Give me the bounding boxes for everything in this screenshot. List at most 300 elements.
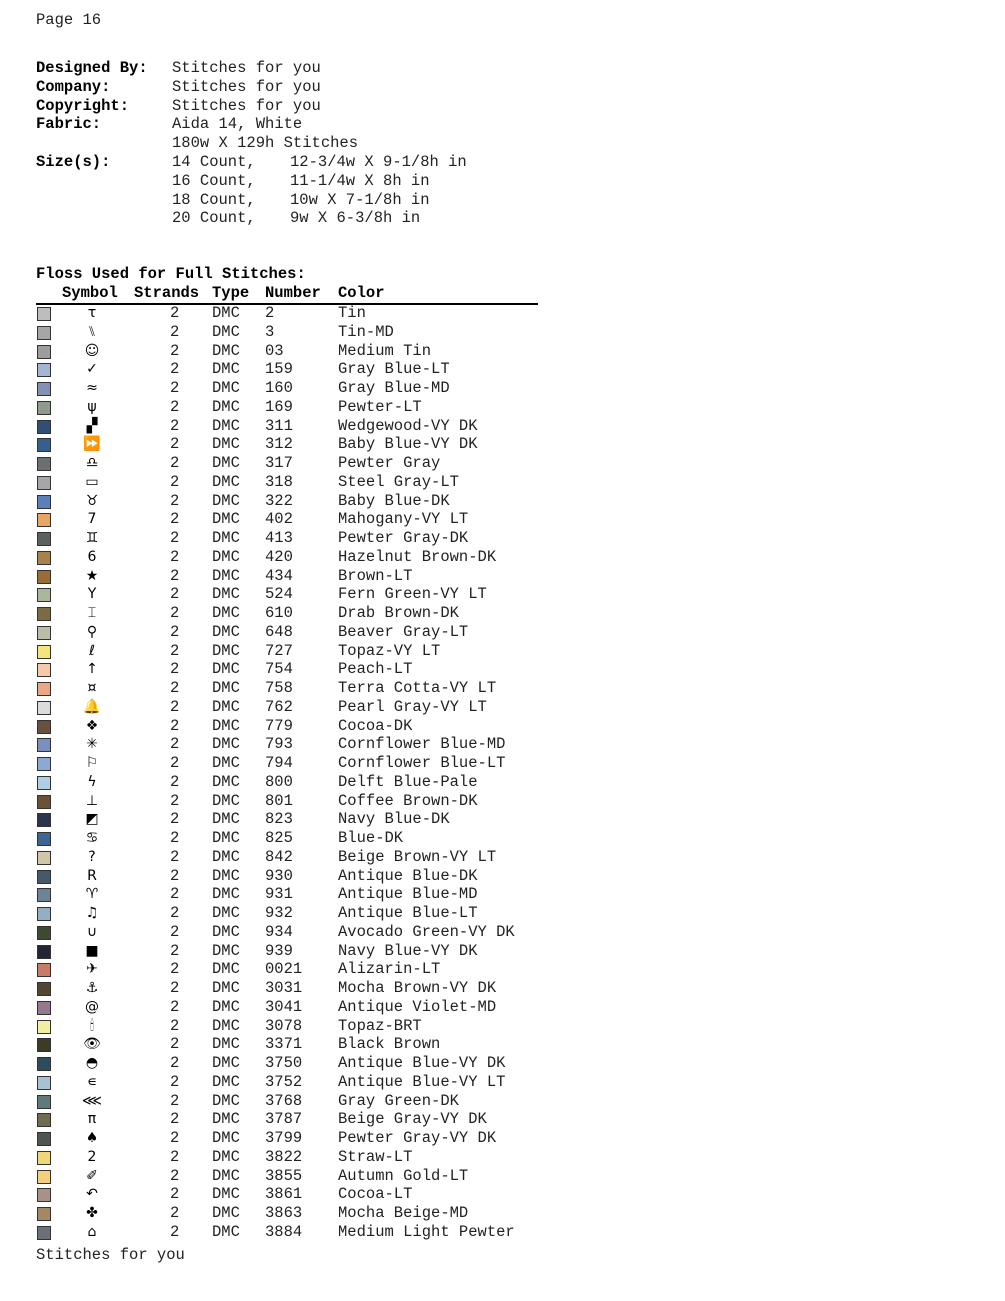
stitch-symbol: ♉ (85, 492, 99, 509)
type-value: DMC (212, 679, 240, 697)
stitch-symbol: ◓ (85, 1055, 99, 1071)
size-row (36, 191, 467, 210)
stitch-symbol: ⑊ (87, 323, 97, 340)
company-label: Company: (36, 77, 111, 96)
color-swatch (37, 1151, 51, 1165)
strands-value: 2 (170, 847, 180, 866)
color-name: Tin (338, 304, 366, 322)
strands-value: 2 (170, 1147, 180, 1166)
color-swatch (37, 1095, 51, 1109)
type-value: DMC (212, 491, 240, 510)
number-value: 402 (265, 510, 293, 529)
floss-row (36, 698, 556, 717)
copyright-label: Copyright: (36, 96, 130, 115)
floss-table-header (36, 284, 538, 305)
number-value: 3861 (265, 1185, 303, 1204)
color-swatch (37, 682, 51, 696)
type-value: DMC (212, 566, 240, 585)
floss-row (36, 810, 556, 829)
type-value: DMC (212, 304, 240, 322)
fabric-label: Fabric: (36, 115, 102, 134)
floss-row (36, 529, 556, 548)
type-value: DMC (212, 341, 240, 360)
color-swatch (37, 1188, 51, 1202)
color-name: Topaz-BRT (338, 1016, 422, 1035)
color-swatch (37, 438, 51, 452)
color-swatch (37, 551, 51, 565)
stitch-symbol: ❖ (85, 717, 99, 734)
strands-value: 2 (170, 1072, 180, 1091)
strands-value: 2 (170, 341, 180, 360)
color-name: Cornflower Blue-MD (338, 735, 506, 754)
color-swatch (37, 926, 51, 940)
color-swatch (37, 720, 51, 734)
stitch-symbol: ♎ (85, 455, 99, 471)
number-value: 3884 (265, 1222, 303, 1241)
floss-row (36, 585, 556, 604)
color-name: Cocoa-DK (338, 716, 413, 735)
number-value: 762 (265, 697, 293, 716)
strands-value: 2 (170, 885, 180, 904)
strands-value: 2 (170, 454, 180, 472)
type-value: DMC (212, 829, 240, 847)
number-value: 793 (265, 735, 293, 754)
color-name: Black Brown (338, 1035, 441, 1054)
floss-row (36, 642, 556, 661)
type-value: DMC (212, 979, 240, 997)
stitch-symbol: τ (87, 305, 97, 321)
strands-value: 2 (170, 697, 180, 716)
number-value: 3371 (265, 1035, 303, 1054)
strands-value: 2 (170, 604, 180, 622)
color-name: Coffee Brown-DK (338, 791, 478, 810)
number-value: 434 (265, 566, 293, 585)
type-value: DMC (212, 847, 240, 866)
stitch-symbol: ☺ (84, 342, 100, 359)
floss-row (36, 623, 556, 642)
floss-row (36, 848, 556, 867)
type-value: DMC (212, 1204, 240, 1222)
strands-value: 2 (170, 1016, 180, 1035)
stitch-symbol: Y (87, 586, 97, 603)
number-value: 317 (265, 454, 293, 472)
fabric-row (36, 115, 467, 134)
floss-row (36, 435, 556, 454)
header-type: Type (212, 284, 250, 302)
color-name: Cornflower Blue-LT (338, 754, 506, 772)
color-name: Pewter Gray (338, 454, 441, 472)
type-value: DMC (212, 660, 240, 679)
number-value: 3078 (265, 1016, 303, 1035)
color-name: Autumn Gold-LT (338, 1166, 469, 1185)
floss-row (36, 1035, 556, 1054)
strands-value: 2 (170, 1222, 180, 1241)
color-name: Medium Tin (338, 341, 432, 360)
color-name: Beige Gray-VY DK (338, 1110, 487, 1129)
strands-value: 2 (170, 416, 180, 435)
stitch-symbol: 6 (87, 548, 97, 565)
floss-row (36, 679, 556, 698)
number-value: 3855 (265, 1166, 303, 1185)
color-swatch (37, 663, 51, 677)
strands-value: 2 (170, 322, 180, 341)
number-value: 3752 (265, 1072, 303, 1091)
floss-row (36, 1110, 556, 1129)
number-value: 3768 (265, 1091, 303, 1110)
type-value: DMC (212, 922, 240, 941)
company-row (36, 78, 467, 97)
size-count: 14 Count, (172, 152, 256, 171)
stitch-symbol: ∊ (86, 1073, 98, 1090)
stitch-symbol: ϟ (87, 773, 97, 790)
color-name: Medium Light Pewter (338, 1222, 515, 1241)
copyright-row (36, 97, 467, 116)
color-name: Pewter-LT (338, 397, 422, 416)
strands-value: 2 (170, 435, 180, 454)
type-value: DMC (212, 1185, 240, 1204)
type-value: DMC (212, 622, 240, 641)
strands-value: 2 (170, 491, 180, 510)
floss-row (36, 1017, 556, 1036)
color-name: Drab Brown-DK (338, 604, 459, 622)
floss-row (36, 1092, 556, 1111)
designed-by-label: Designed By: (36, 59, 148, 77)
floss-row (36, 510, 556, 529)
color-name: Gray Blue-LT (338, 360, 450, 379)
type-value: DMC (212, 1147, 240, 1166)
color-swatch (37, 307, 51, 321)
strands-value: 2 (170, 810, 180, 829)
number-value: 318 (265, 472, 293, 491)
stitch-symbol: 7 (87, 511, 97, 528)
stitch-symbol: @ (85, 998, 99, 1015)
stitch-symbol: ⋘ (82, 1092, 102, 1109)
strands-value: 2 (170, 304, 180, 322)
color-swatch (37, 476, 51, 490)
stitch-symbol: ↶ (86, 1186, 98, 1203)
color-swatch (37, 345, 51, 359)
color-swatch (37, 907, 51, 921)
strands-value: 2 (170, 397, 180, 416)
number-value: 312 (265, 435, 293, 454)
number-value: 931 (265, 885, 293, 904)
page-label: Page 16 (36, 11, 102, 29)
stitch-symbol: 🔔 (83, 698, 101, 715)
color-swatch (37, 645, 51, 659)
number-value: 610 (265, 604, 293, 622)
color-name: Antique Blue-VY LT (338, 1072, 506, 1091)
stitch-symbol: ⚐ (85, 755, 99, 771)
stitch-symbol: ✈ (86, 961, 98, 978)
stitch-symbol: ◩ (85, 811, 99, 828)
color-swatch (37, 457, 51, 471)
color-swatch (37, 982, 51, 996)
type-value: DMC (212, 716, 240, 735)
strands-value: 2 (170, 791, 180, 810)
color-name: Navy Blue-VY DK (338, 941, 478, 960)
strands-value: 2 (170, 772, 180, 791)
strands-value: 2 (170, 960, 180, 979)
color-name: Delft Blue-Pale (338, 772, 478, 791)
stitch-symbol: ? (88, 848, 96, 865)
type-value: DMC (212, 754, 240, 772)
color-name: Antique Violet-MD (338, 997, 497, 1016)
type-value: DMC (212, 472, 240, 491)
color-swatch (37, 1113, 51, 1127)
floss-row (36, 829, 556, 848)
color-name: Peach-LT (338, 660, 413, 679)
stitch-symbol: ↑ (86, 661, 98, 678)
floss-row (36, 604, 556, 623)
stitch-symbol: ⚲ (86, 623, 98, 640)
color-swatch (37, 945, 51, 959)
floss-row (36, 735, 556, 754)
color-swatch (37, 888, 51, 902)
color-name: Topaz-VY LT (338, 641, 441, 660)
color-swatch (37, 738, 51, 752)
strands-value: 2 (170, 360, 180, 379)
size-count: 18 Count, (172, 190, 256, 209)
floss-row (36, 567, 556, 586)
type-value: DMC (212, 941, 240, 960)
floss-row (36, 473, 556, 492)
color-swatch (37, 420, 51, 434)
number-value: 3750 (265, 1054, 303, 1072)
type-value: DMC (212, 454, 240, 472)
number-value: 932 (265, 904, 293, 922)
strands-value: 2 (170, 716, 180, 735)
type-value: DMC (212, 960, 240, 979)
color-name: Beaver Gray-LT (338, 622, 469, 641)
stitch-symbol: ψ (87, 398, 97, 415)
color-swatch (37, 382, 51, 396)
stitch-symbol: ∪ (86, 923, 98, 940)
floss-row (36, 417, 556, 436)
size-count: 20 Count, (172, 209, 256, 228)
floss-row (36, 360, 556, 379)
number-value: 413 (265, 529, 293, 547)
strands-value: 2 (170, 997, 180, 1016)
color-name: Beige Brown-VY LT (338, 847, 497, 866)
number-value: 3822 (265, 1147, 303, 1166)
color-swatch (37, 570, 51, 584)
color-name: Avocado Green-VY DK (338, 922, 515, 941)
strands-value: 2 (170, 941, 180, 960)
type-value: DMC (212, 1222, 240, 1241)
number-value: 322 (265, 491, 293, 510)
color-swatch (37, 1170, 51, 1184)
number-value: 159 (265, 360, 293, 379)
color-swatch (37, 1132, 51, 1146)
number-value: 727 (265, 641, 293, 660)
strands-value: 2 (170, 866, 180, 885)
number-value: 0021 (265, 960, 303, 979)
type-value: DMC (212, 1016, 240, 1035)
color-name: Pearl Gray-VY LT (338, 697, 487, 716)
color-name: Fern Green-VY LT (338, 585, 487, 604)
number-value: 2 (265, 304, 275, 322)
color-name: Cocoa-LT (338, 1185, 413, 1204)
color-swatch (37, 1226, 51, 1240)
type-value: DMC (212, 1110, 240, 1129)
stitch-symbol: ♫ (85, 905, 99, 921)
strands-value: 2 (170, 510, 180, 529)
stitches-row (36, 134, 467, 153)
type-value: DMC (212, 735, 240, 754)
size-dims: 12-3/4w X 9-1/8h in (290, 152, 467, 171)
number-value: 3799 (265, 1129, 303, 1147)
number-value: 842 (265, 847, 293, 866)
stitch-symbol: 2 (87, 1148, 97, 1165)
number-value: 3 (265, 322, 275, 341)
floss-table-title: Floss Used for Full Stitches: (36, 265, 306, 283)
number-value: 3787 (265, 1110, 303, 1129)
color-swatch (37, 401, 51, 415)
stitch-symbol: ★ (85, 567, 99, 584)
type-value: DMC (212, 885, 240, 904)
type-value: DMC (212, 604, 240, 622)
type-value: DMC (212, 697, 240, 716)
color-swatch (37, 963, 51, 977)
strands-value: 2 (170, 1054, 180, 1072)
strands-value: 2 (170, 1204, 180, 1222)
number-value: 754 (265, 660, 293, 679)
designed-by-value: Stitches for you (172, 59, 321, 77)
type-value: DMC (212, 810, 240, 829)
strands-value: 2 (170, 679, 180, 697)
size-row (36, 209, 467, 228)
color-swatch (37, 326, 51, 340)
strands-value: 2 (170, 641, 180, 660)
footer-text: Stitches for you (36, 1246, 185, 1264)
type-value: DMC (212, 360, 240, 379)
stitch-symbol: ♊ (85, 530, 99, 546)
color-name: Baby Blue-VY DK (338, 435, 478, 454)
type-value: DMC (212, 547, 240, 566)
color-swatch (37, 870, 51, 884)
copyright-value: Stitches for you (172, 96, 321, 115)
type-value: DMC (212, 866, 240, 885)
stitch-symbol: ⏩ (83, 436, 101, 453)
sizes-block (36, 153, 467, 228)
stitch-symbol: ⊥ (85, 792, 99, 809)
color-swatch (37, 1001, 51, 1015)
floss-row (36, 998, 556, 1017)
strands-value: 2 (170, 735, 180, 754)
size-dims: 10w X 7-1/8h in (290, 190, 430, 209)
number-value: 930 (265, 866, 293, 885)
floss-row (36, 398, 556, 417)
size-dims: 11-1/4w X 8h in (290, 171, 430, 190)
company-value: Stitches for you (172, 77, 321, 96)
color-swatch (37, 1076, 51, 1090)
strands-value: 2 (170, 922, 180, 941)
number-value: 524 (265, 585, 293, 604)
floss-row (36, 323, 556, 342)
color-name: Terra Cotta-VY LT (338, 679, 497, 697)
type-value: DMC (212, 641, 240, 660)
stitch-symbol: ✓ (86, 361, 98, 378)
number-value: 3031 (265, 979, 303, 997)
color-name: Brown-LT (338, 566, 413, 585)
type-value: DMC (212, 435, 240, 454)
color-name: Antique Blue-VY DK (338, 1054, 506, 1072)
color-swatch (37, 795, 51, 809)
stitch-symbol: ▞ (86, 417, 98, 434)
floss-row (36, 979, 556, 998)
stitch-symbol: ■ (85, 942, 99, 959)
type-value: DMC (212, 416, 240, 435)
number-value: 823 (265, 810, 293, 829)
color-swatch (37, 1020, 51, 1034)
floss-row (36, 960, 556, 979)
floss-row (36, 1054, 556, 1073)
strands-value: 2 (170, 566, 180, 585)
strands-value: 2 (170, 1110, 180, 1129)
number-value: 779 (265, 716, 293, 735)
color-swatch (37, 363, 51, 377)
floss-row (36, 379, 556, 398)
color-swatch (37, 813, 51, 827)
stitch-symbol: 👁 (83, 1036, 101, 1053)
type-value: DMC (212, 510, 240, 529)
stitch-symbol: R (87, 867, 97, 884)
color-swatch (37, 851, 51, 865)
color-name: Tin-MD (338, 322, 394, 341)
type-value: DMC (212, 791, 240, 810)
stitches-value: 180w X 129h Stitches (172, 134, 359, 153)
number-value: 3863 (265, 1204, 303, 1222)
number-value: 03 (265, 341, 284, 360)
floss-row (36, 717, 556, 736)
stitch-symbol: ♠ (85, 1130, 99, 1146)
type-value: DMC (212, 1035, 240, 1054)
color-swatch (37, 607, 51, 621)
floss-row (36, 904, 556, 923)
color-swatch (37, 588, 51, 602)
color-swatch (37, 1057, 51, 1071)
strands-value: 2 (170, 829, 180, 847)
stitch-symbol: ¤ (87, 680, 97, 696)
color-name: Pewter Gray-VY DK (338, 1129, 497, 1147)
type-value: DMC (212, 379, 240, 397)
color-name: Navy Blue-DK (338, 810, 450, 829)
floss-row (36, 1073, 556, 1092)
color-swatch (37, 1038, 51, 1052)
stitch-symbol: ▭ (85, 473, 99, 490)
color-name: Mocha Beige-MD (338, 1204, 469, 1222)
floss-row (36, 342, 556, 361)
type-value: DMC (212, 772, 240, 791)
color-name: Gray Green-DK (338, 1091, 459, 1110)
stitch-symbol: ♋ (85, 830, 99, 846)
color-name: Mocha Brown-VY DK (338, 979, 497, 997)
color-name: Antique Blue-MD (338, 885, 478, 904)
strands-value: 2 (170, 1129, 180, 1147)
floss-row (36, 792, 556, 811)
floss-row (36, 660, 556, 679)
floss-row (36, 773, 556, 792)
size-row (36, 172, 467, 191)
floss-row (36, 885, 556, 904)
color-name: Blue-DK (338, 829, 404, 847)
stitch-symbol: ♈ (85, 886, 99, 903)
number-value: 758 (265, 679, 293, 697)
strands-value: 2 (170, 547, 180, 566)
color-swatch (37, 701, 51, 715)
floss-row (36, 492, 556, 511)
size-count: 16 Count, (172, 171, 256, 190)
